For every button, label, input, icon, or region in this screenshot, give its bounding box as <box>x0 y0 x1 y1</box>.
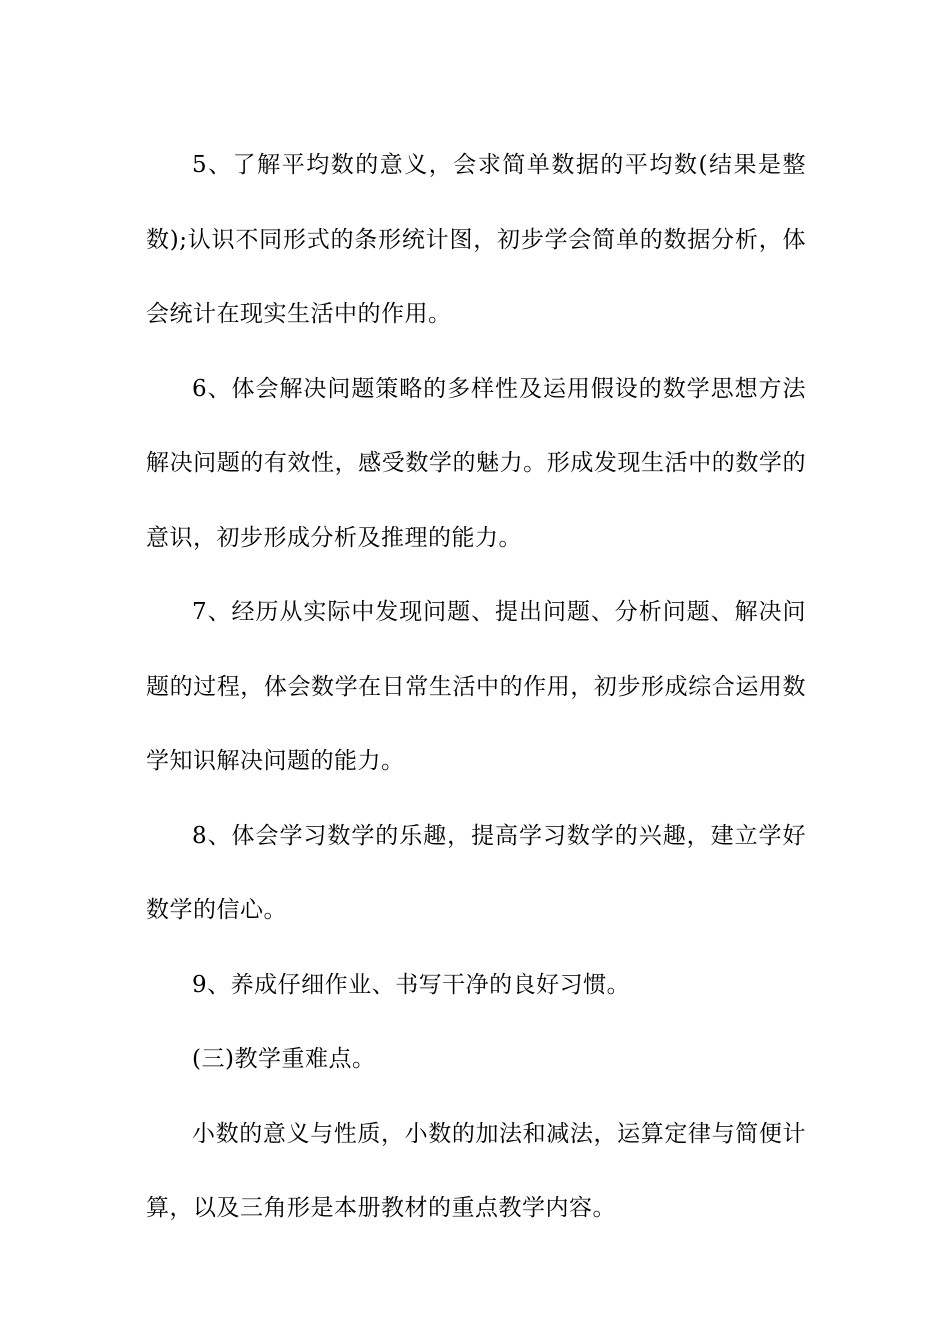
paragraph-item-7: 7、经历从实际中发现问题、提出问题、分析问题、解决问题的过程，体会数学在日常生活中的作用，初步形成综合运用数学知识解决问题的能力。 <box>146 599 806 774</box>
key-points-paragraph: 小数的意义与性质，小数的加法和减法，运算定律与简便计算，以及三角形是本册教材的重点教学内容。 <box>146 1120 806 1221</box>
paragraph-item-6: 6、体会解决问题策略的多样性及运用假设的数学思想方法解决问题的有效性，感受数学的魅力。形成发现生活中的数学的意识，初步形成分析及推理的能力。 <box>146 375 806 551</box>
paragraph-item-5: 5、了解平均数的意义，会求简单数据的平均数(结果是整数);认识不同形式的条形统计图，初步学会简单的数据分析，体会统计在现实生活中的作用。 <box>146 152 806 327</box>
document-body <box>146 128 806 1246</box>
paragraph-item-9: 9、养成仔细作业、书写干净的良好习惯。 <box>192 971 631 998</box>
paragraph-item-8: 8、体会学习数学的乐趣，提高学习数学的兴趣，建立学好数学的信心。 <box>146 822 806 923</box>
section-heading: (三)教学重难点。 <box>192 1046 376 1072</box>
